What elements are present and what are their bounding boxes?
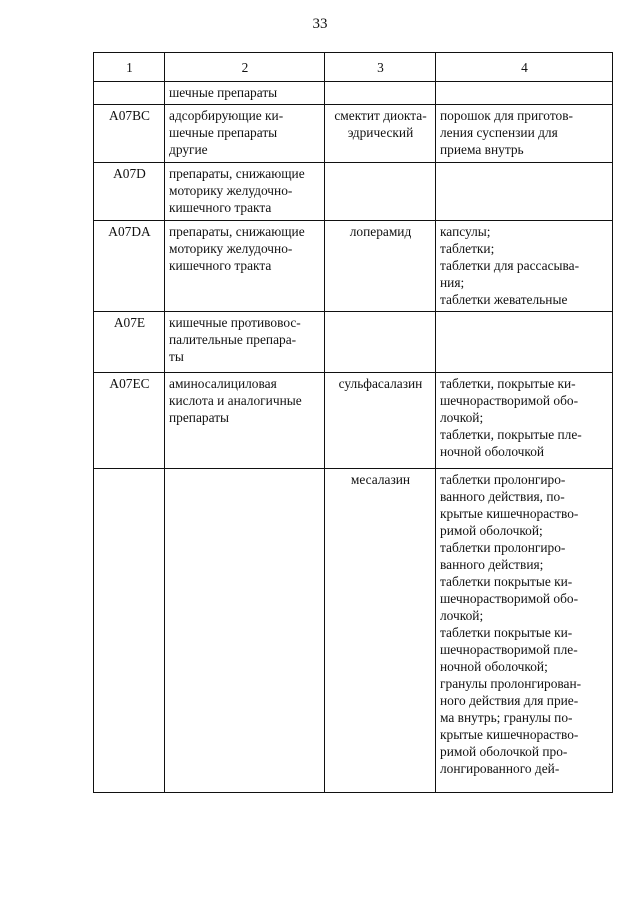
group-name-cell: препараты, снижающие моторику желудочно- кишечного тракта: [165, 221, 325, 312]
group-name-cell: препараты, снижающие моторику желудочно- кишечного тракта: [165, 163, 325, 221]
atc-code-cell: A07BC: [94, 105, 165, 163]
atc-code-cell: A07D: [94, 163, 165, 221]
drug-table: [93, 52, 613, 793]
dosage-forms-cell: таблетки, покрытые ки- шечнорастворимой обо- лочкой; таблетки, покрытые пле- ночной оболочкой: [436, 373, 613, 469]
dosage-forms-cell: порошок для приготов- ления суспензии для приема внутрь: [436, 105, 613, 163]
dosage-forms-cell: капсулы; таблетки; таблетки для рассасыва- ния; таблетки жевательные: [436, 221, 613, 312]
page-number: 33: [312, 16, 328, 32]
header-col-2: 2: [165, 53, 325, 82]
dosage-forms-cell: [436, 82, 613, 105]
atc-code-cell: [94, 469, 165, 793]
table-row: [94, 373, 613, 469]
substance-cell: месалазин: [325, 469, 436, 793]
substance-cell: лоперамид: [325, 221, 436, 312]
dosage-forms-cell: [436, 312, 613, 373]
substance-cell: смектит диокта- эдрический: [325, 105, 436, 163]
atc-code-cell: [94, 82, 165, 105]
group-name-cell: [165, 469, 325, 793]
atc-code-cell: A07E: [94, 312, 165, 373]
substance-cell: [325, 312, 436, 373]
group-name-cell: кишечные противовос- палительные препара- ты: [165, 312, 325, 373]
header-col-1: 1: [94, 53, 165, 82]
table-row: [94, 82, 613, 105]
header-col-3: 3: [325, 53, 436, 82]
table-row: [94, 469, 613, 793]
group-name-cell: адсорбирующие ки- шечные препараты другие: [165, 105, 325, 163]
table-row: [94, 163, 613, 221]
substance-cell: [325, 163, 436, 221]
atc-code-cell: A07DA: [94, 221, 165, 312]
group-name-cell: шечные препараты: [165, 82, 325, 105]
table-header-row: [94, 53, 613, 82]
table-row: [94, 312, 613, 373]
substance-cell: сульфасалазин: [325, 373, 436, 469]
group-name-cell: аминосалициловая кислота и аналогичные препараты: [165, 373, 325, 469]
table-row: [94, 221, 613, 312]
table-row: [94, 105, 613, 163]
dosage-forms-cell: таблетки пролонгиро- ванного действия, по- крытые кишечнораство- римой оболочкой; таблетки пролонгиро- ванного действия; таблетки покрытые ки- шечнорастворимой обо- лочкой; таблетки покрытые ки- шечнорастворимой пле- ночной оболочкой; гранулы пролонгирован- ного действия для прие- ма внутрь; гранулы по- крытые кишечнораство- римой оболочкой про- лонгированного дей-: [436, 469, 613, 793]
atc-code-cell: A07EC: [94, 373, 165, 469]
substance-cell: [325, 82, 436, 105]
header-col-4: 4: [436, 53, 613, 82]
dosage-forms-cell: [436, 163, 613, 221]
